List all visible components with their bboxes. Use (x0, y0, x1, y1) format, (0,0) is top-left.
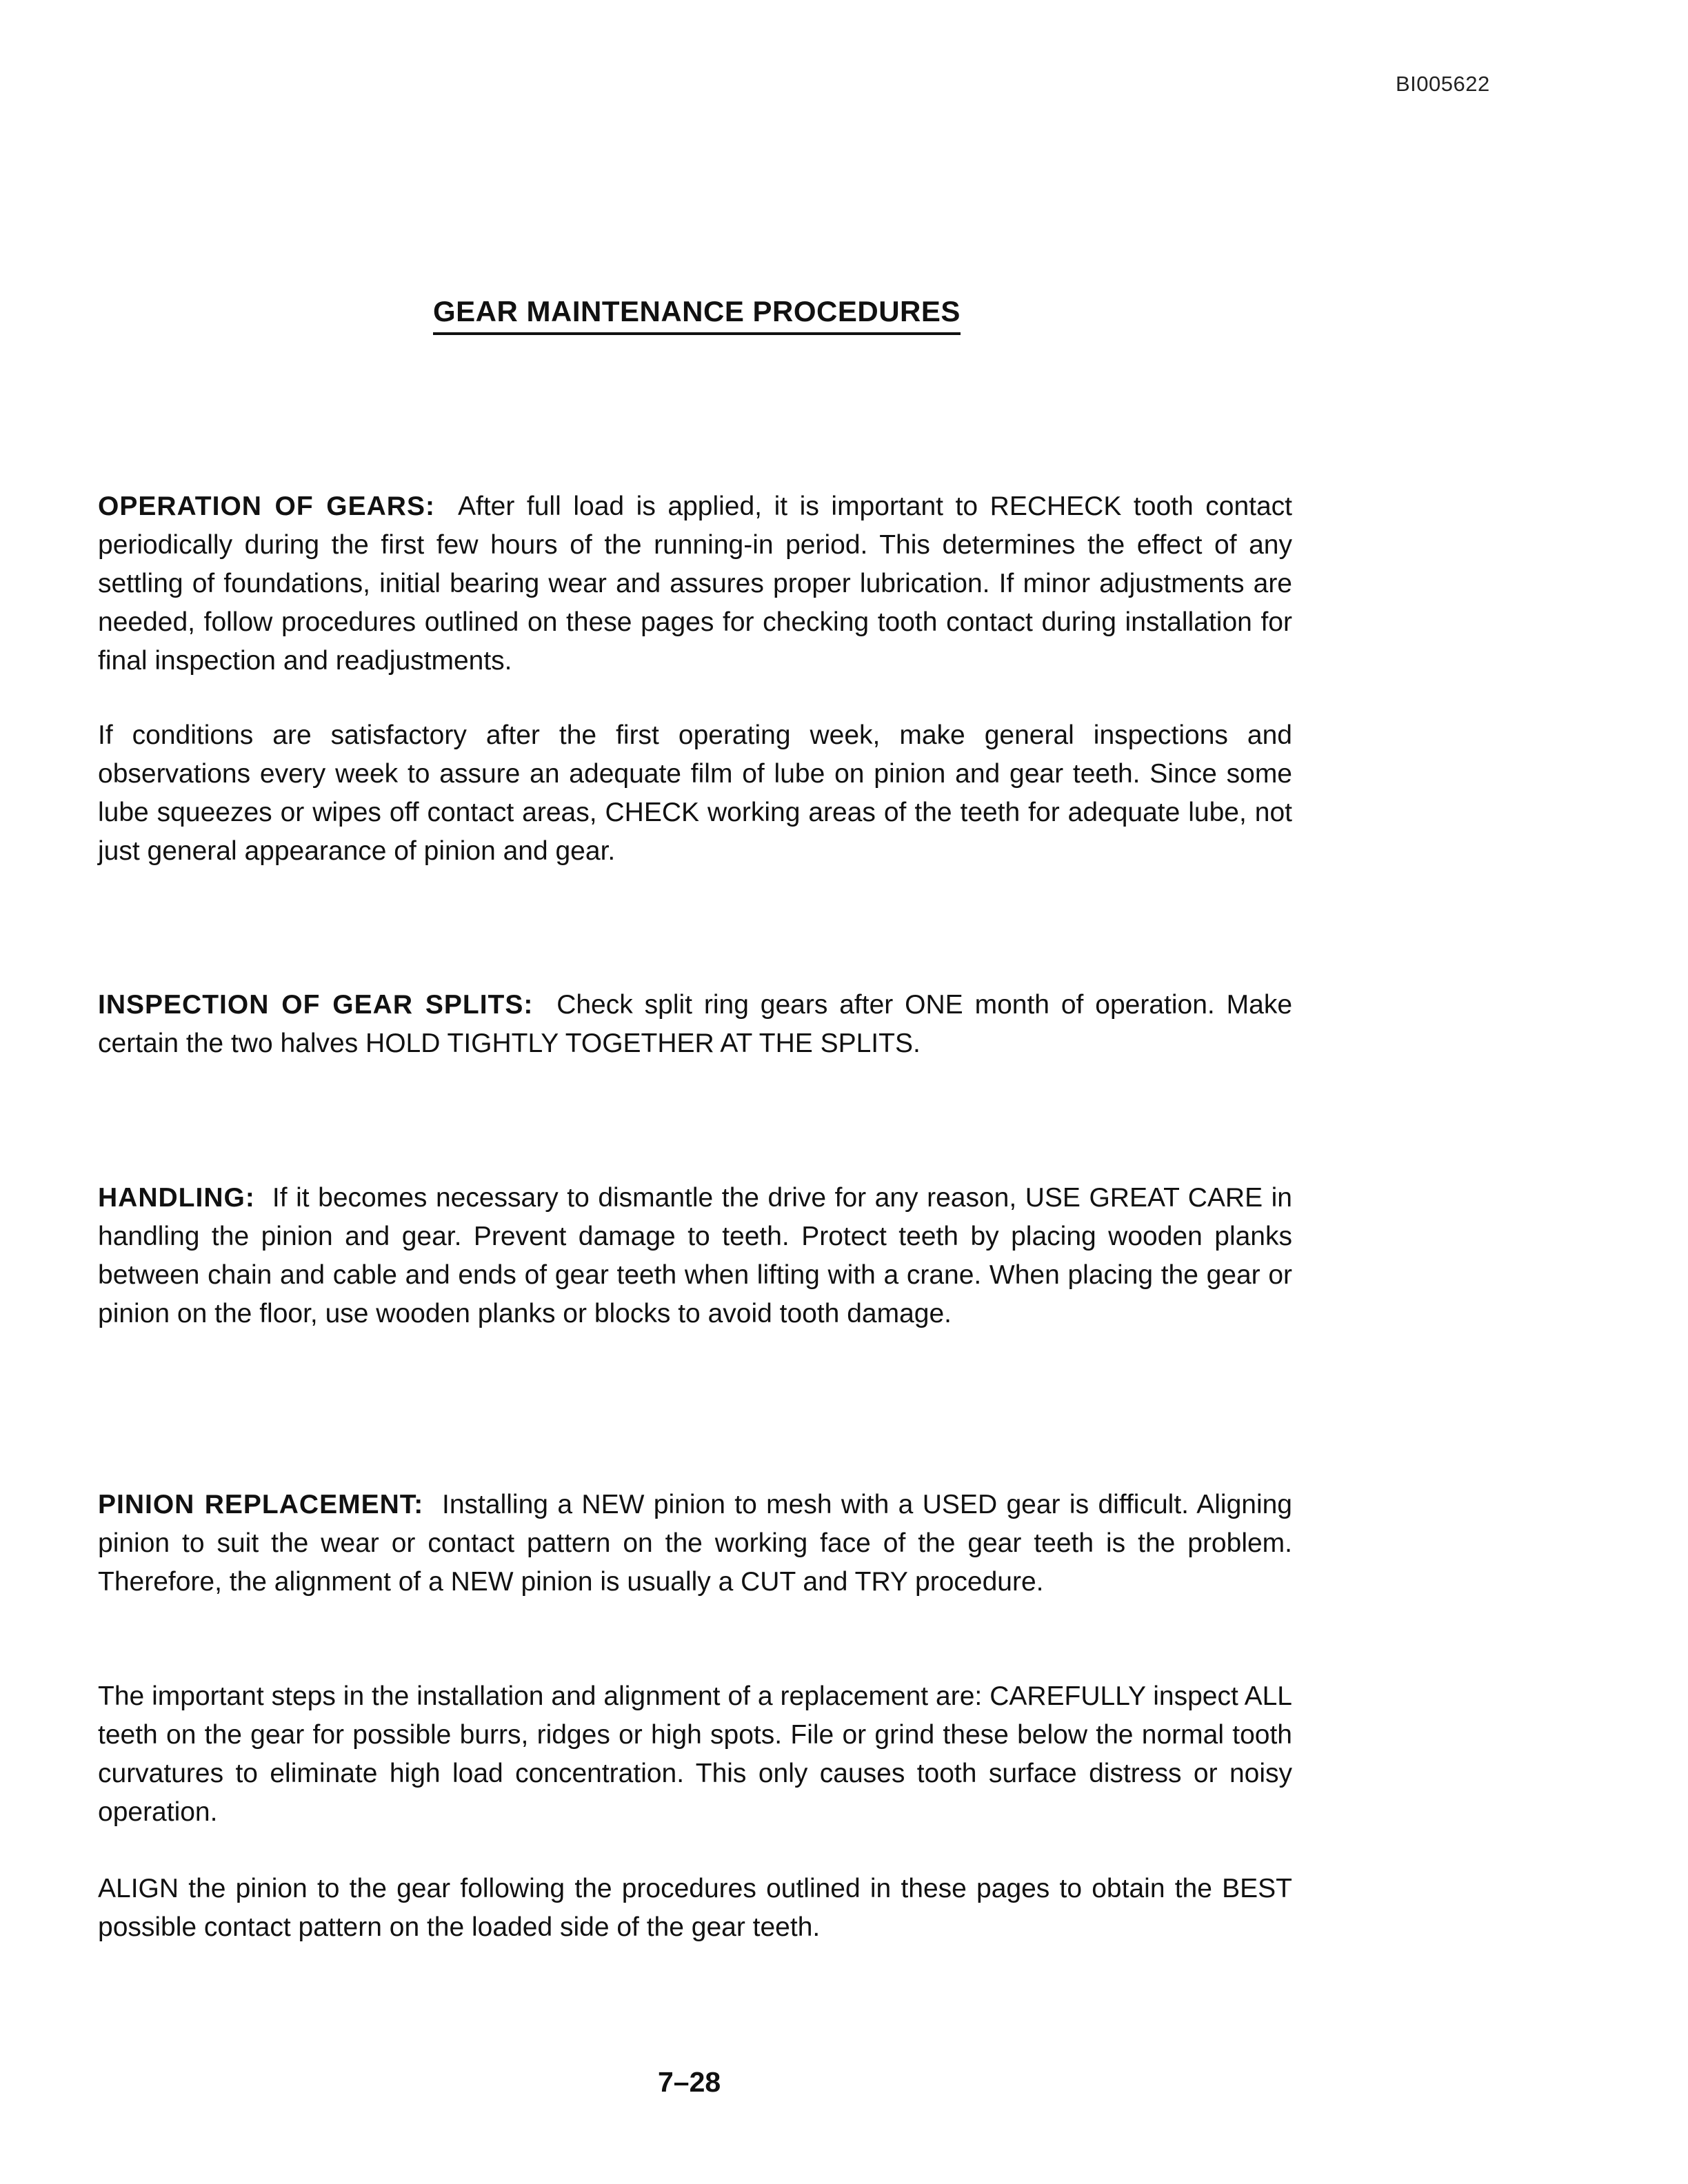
paragraph-text: If it becomes necessary to dismantle the drive for any reason, USE GREAT CARE in handling the pinion and gear. Prevent damage to teeth. Protect teeth by placing wooden planks between chain and cable and ends of gear teeth when lifting with a crane. When placing the gear or pinion on the floor, use wooden planks or blocks to avoid tooth damage. (98, 1183, 1293, 1328)
paragraph-text: If conditions are satisfactory after the first operating week, make general inspections and observations every week to assure an adequate film of lube on pinion and gear teeth. Since some lube squeezes or wipes off contact areas, CHECK working areas of the teeth for adequate lube, not just general appearance of pinion and gear. (98, 720, 1292, 866)
section-pinion-align (98, 1870, 1292, 1947)
section-inspection-of-gear-splits (98, 986, 1292, 1063)
document-id: BI005622 (1396, 72, 1490, 96)
paragraph-text: The important steps in the installation and alignment of a replacement are: CAREFULLY inspect ALL teeth on the gear for possible burrs, ridges or high spots. File or grind these below the normal tooth curvatures to eliminate high load concentration. This only causes tooth surface distress or noisy operation. (98, 1681, 1292, 1827)
paragraph-text: ALIGN the pinion to the gear following the procedures outlined in these pages to obtain the BEST possible contact pattern on the loaded side of the gear teeth. (98, 1874, 1292, 1942)
paragraph-text: After full load is applied, it is important to RECHECK tooth contact periodically during the first few hours of the running-in period. This determines the effect of any settling of foundations, initial bearing wear and assures proper lubrication. If minor adjustments are needed, follow procedures outlined on these pages for checking tooth contact during installation for final inspection and readjustments. (98, 492, 1292, 676)
section-heading: OPERATION OF GEARS: (98, 492, 435, 521)
section-handling (98, 1179, 1292, 1333)
paragraph-text: Installing a NEW pinion to mesh with a USED gear is difficult. Aligning pinion to suit the wear or contact pattern on the working face of the gear teeth is the problem. Therefore, the alignment of a NEW pinion is usually a CUT and TRY procedure. (98, 1490, 1292, 1597)
section-operation-of-gears (98, 487, 1292, 680)
paragraph (98, 1179, 1292, 1333)
section-operation-followup (98, 716, 1292, 871)
section-heading: HANDLING: (98, 1183, 255, 1213)
paragraph-text: Check split ring gears after ONE month of operation. Make certain the two halves HOLD TIGHTLY TOGETHER AT THE SPLITS. (98, 990, 1293, 1058)
section-heading: PINION REPLACEMENT: (98, 1490, 424, 1519)
section-pinion-replacement (98, 1486, 1292, 1601)
section-pinion-steps (98, 1677, 1292, 1832)
paragraph (98, 1486, 1292, 1601)
page-title: GEAR MAINTENANCE PROCEDURES (433, 295, 961, 335)
paragraph (98, 986, 1292, 1063)
page-number: 7–28 (658, 2066, 721, 2098)
paragraph (98, 487, 1292, 680)
section-heading: INSPECTION OF GEAR SPLITS: (98, 990, 534, 1020)
